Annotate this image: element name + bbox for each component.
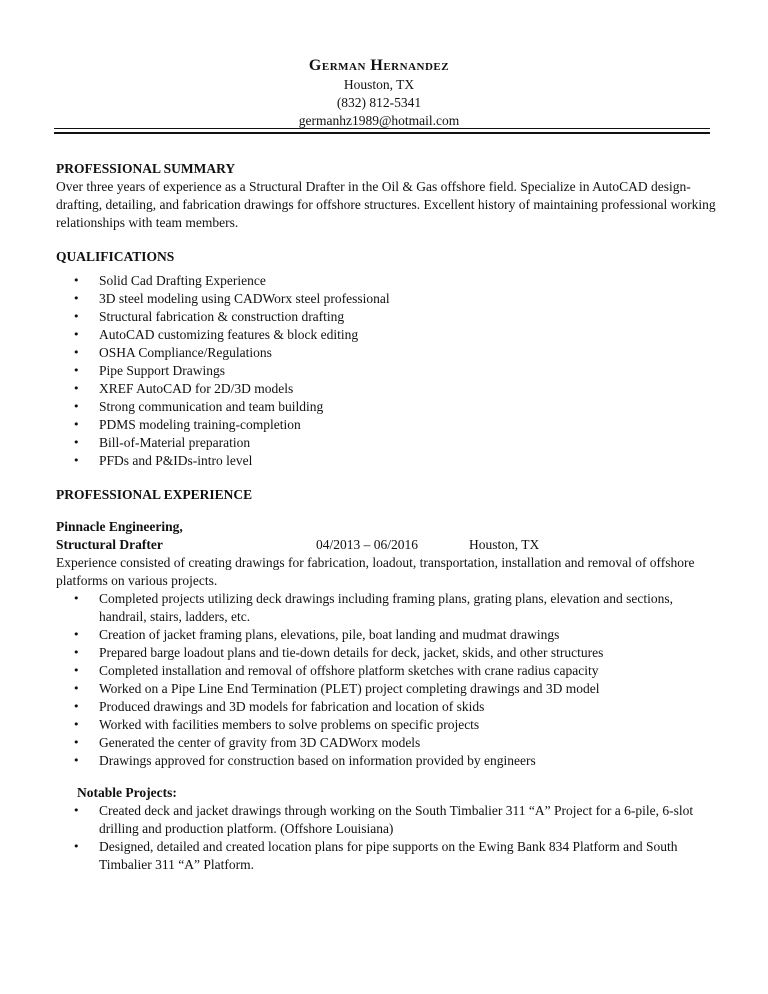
experience-list [56, 590, 716, 770]
list-item: • Completed installation and removal of offshore platform sketches with crane radius capacity [56, 662, 716, 680]
resume-body [56, 160, 716, 874]
list-item: • OSHA Compliance/Regulations [56, 344, 716, 362]
list-item: • Created deck and jacket drawings through working on the South Timbalier 311 “A” Project for a 6-pile, 6-slot drilling and production platform. (Offshore Louisiana) [56, 802, 716, 838]
experience-heading: PROFESSIONAL EXPERIENCE [56, 487, 253, 502]
list-item: • XREF AutoCAD for 2D/3D models [56, 380, 716, 398]
list-item: • Creation of jacket framing plans, elevations, pile, boat landing and mudmat drawings [56, 626, 716, 644]
qualifications-heading: QUALIFICATIONS [56, 249, 175, 264]
job-dates: 04/2013 – 06/2016 [316, 537, 419, 552]
list-item: • Bill-of-Material preparation [56, 434, 716, 452]
candidate-email: germanhz1989@hotmail.com [298, 113, 460, 128]
candidate-name: German Hernandez [308, 57, 450, 74]
header-divider-thick [54, 132, 710, 134]
job-location: Houston, TX [469, 537, 540, 552]
list-item: • Drawings approved for construction based on information provided by engineers [56, 752, 716, 770]
list-item: • Designed, detailed and created location plans for pipe supports on the Ewing Bank 834 Platform and South Timbalier 311 “A” Platform. [56, 838, 716, 874]
list-item: • Worked on a Pipe Line End Termination (PLET) project completing drawings and 3D model [56, 680, 716, 698]
candidate-phone: (832) 812-5341 [336, 95, 422, 110]
list-item: • Completed projects utilizing deck drawings including framing plans, grating plans, elevation and sections, handrail, stairs, ladders, etc. [56, 590, 716, 626]
summary-heading: PROFESSIONAL SUMMARY [56, 161, 236, 176]
list-item: • PFDs and P&IDs-intro level [56, 452, 716, 470]
list-item: • 3D steel modeling using CADWorx steel professional [56, 290, 716, 308]
summary-text: Over three years of experience as a Structural Drafter in the Oil & Gas offshore field. Specialize in AutoCAD design-drafting, detailing, and fabrication drawings for offshore structures. Excellent history of maintaining professional working relationships with team members. [56, 179, 716, 230]
list-item: • Generated the center of gravity from 3D CADWorx models [56, 734, 716, 752]
list-item: • Prepared barge loadout plans and tie-down details for deck, jacket, skids, and other structures [56, 644, 716, 662]
list-item: • Solid Cad Drafting Experience [56, 272, 716, 290]
list-item: • PDMS modeling training-completion [56, 416, 716, 434]
list-item: • Pipe Support Drawings [56, 362, 716, 380]
list-item: • Worked with facilities members to solve problems on specific projects [56, 716, 716, 734]
list-item: • Structural fabrication & construction drafting [56, 308, 716, 326]
list-item: • Produced drawings and 3D models for fabrication and location of skids [56, 698, 716, 716]
list-item: • Strong communication and team building [56, 398, 716, 416]
resume-header [0, 56, 758, 130]
list-item: • AutoCAD customizing features & block editing [56, 326, 716, 344]
company-name: Pinnacle Engineering, [56, 519, 183, 534]
job-row [56, 536, 716, 554]
qualifications-list [56, 272, 716, 470]
candidate-location: Houston, TX [343, 77, 415, 92]
header-divider-thin [54, 128, 710, 129]
notable-projects-heading: Notable Projects: [77, 785, 177, 800]
notable-projects-list [56, 802, 716, 874]
job-title: Structural Drafter [56, 537, 163, 552]
job-description: Experience consisted of creating drawings for fabrication, loadout, transportation, installation and removal of offshore platforms on various projects. [56, 555, 695, 588]
